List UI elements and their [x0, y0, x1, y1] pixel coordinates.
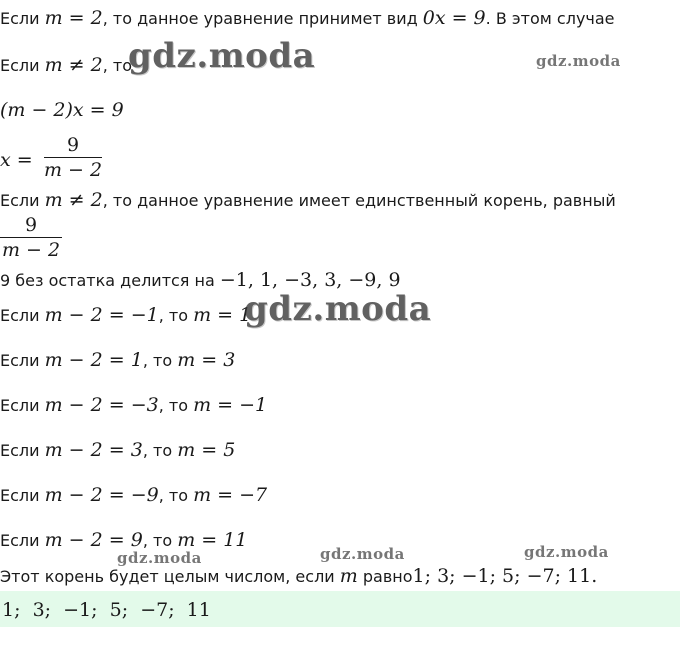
text: , то [158, 396, 194, 415]
math: m = 1 [193, 304, 252, 326]
fraction-denominator: m − 2 [1, 239, 61, 261]
line-6-fraction [0, 213, 62, 262]
watermark-logo: gdz.moda [524, 543, 609, 561]
math: 1; 3; −1; 5; −7; 11. [412, 565, 598, 587]
text: Если [0, 486, 45, 505]
text: равно [357, 567, 413, 586]
math: m − 2 = 1 [44, 349, 143, 371]
fraction-denominator: m − 2 [44, 159, 103, 181]
text: Если [0, 351, 45, 370]
text: Если [0, 306, 45, 325]
math: m ≠ 2 [44, 189, 103, 211]
watermark-logo: gdz.moda [320, 545, 405, 563]
text: Если [0, 531, 45, 550]
text: , то [142, 531, 178, 550]
line-10 [0, 395, 267, 416]
answer-box [0, 591, 680, 627]
math: m = 2 [44, 7, 103, 29]
text: , то [158, 306, 194, 325]
math: 0x = 9 [422, 7, 486, 29]
math-lhs: x = [0, 149, 33, 171]
watermark-logo: gdz.moda [244, 289, 432, 329]
math: −1, 1, −3, 3, −9, 9 [219, 269, 401, 291]
math: m − 2 = −1 [44, 304, 159, 326]
line-5 [0, 190, 616, 211]
text: 9 без остатка делится на [0, 271, 220, 290]
math: m − 2 = −9 [44, 484, 159, 506]
math: m = 5 [177, 439, 236, 461]
math: m = −7 [193, 484, 268, 506]
line-1 [0, 8, 615, 29]
text: , то данное уравнение принимет вид [102, 9, 423, 28]
line-12 [0, 485, 267, 506]
text: , то [158, 486, 194, 505]
line-8 [0, 305, 251, 326]
text: Если [0, 56, 45, 75]
line-2 [0, 55, 132, 76]
math: m − 2 = −3 [44, 394, 159, 416]
line-9 [0, 350, 235, 371]
text: Если [0, 441, 45, 460]
text: , то [142, 351, 178, 370]
text: , то данное уравнение имеет единственный корень, равный [102, 191, 616, 210]
text: Если [0, 9, 45, 28]
text: Если [0, 396, 45, 415]
fraction-numerator: 9 [66, 134, 80, 156]
math: m − 2 = 9 [44, 529, 143, 551]
line-11 [0, 440, 235, 461]
math: m = 3 [177, 349, 236, 371]
line-7 [0, 270, 401, 291]
math: m [339, 565, 358, 587]
math: m = 11 [177, 529, 248, 551]
text: Если [0, 191, 45, 210]
watermark-logo: gdz.moda [128, 36, 316, 76]
line-14 [0, 566, 597, 587]
text: Этот корень будет целым числом, если [0, 567, 340, 586]
text: , то [102, 56, 133, 75]
line-13 [0, 530, 247, 551]
text: , то [142, 441, 178, 460]
fraction-numerator: 9 [24, 214, 38, 236]
watermark-logo: gdz.moda [536, 52, 621, 70]
math: m ≠ 2 [44, 54, 103, 76]
math: m − 2 = 3 [44, 439, 143, 461]
watermark-logo: gdz.moda [117, 549, 202, 567]
text: . В этом случае [485, 9, 615, 28]
answer-text: 1; 3; −1; 5; −7; 11 [2, 599, 211, 621]
math: m = −1 [193, 394, 268, 416]
fraction [44, 133, 102, 182]
line-3-equation: (m − 2)x = 9 [0, 99, 124, 121]
